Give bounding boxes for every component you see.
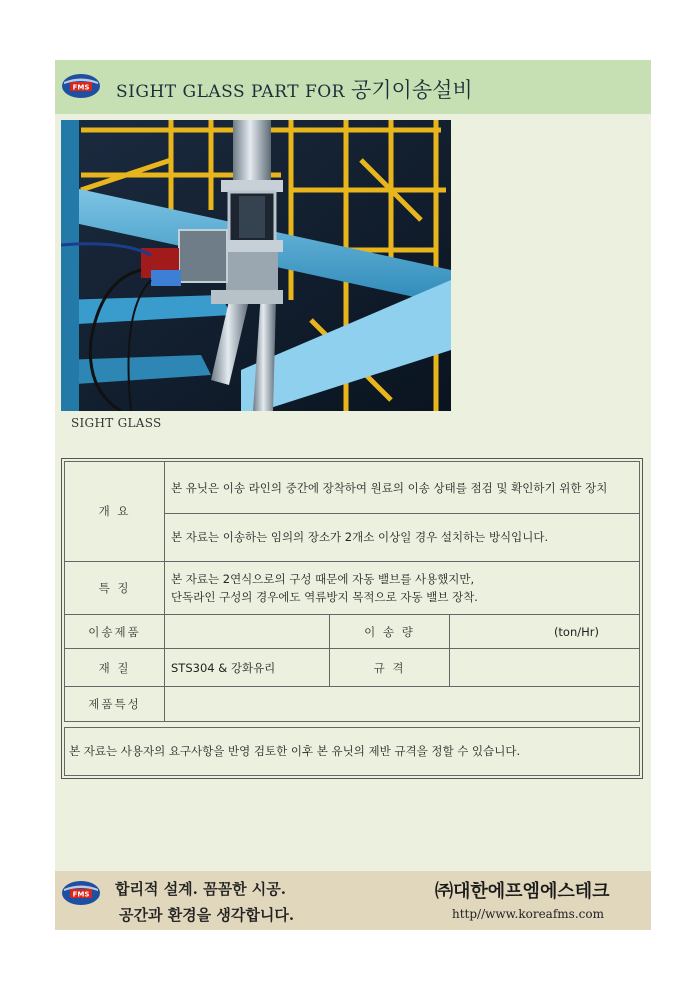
slogan-line-2: 공간과 환경을 생각합니다.	[119, 906, 295, 924]
svg-text:FMS: FMS	[72, 890, 90, 899]
feature-label: 특 징	[65, 561, 165, 614]
page-title	[116, 74, 473, 104]
overview-label: 개 요	[65, 462, 165, 562]
svg-text:FMS: FMS	[72, 83, 90, 92]
fms-logo	[61, 73, 101, 99]
overview-installation-note: 본 자료는 이송하는 임의의 장소가 2개소 이상일 경우 설치하는 방식입니다.	[165, 514, 640, 561]
page-header	[55, 60, 651, 114]
photo-caption: SIGHT GLASS	[71, 416, 162, 430]
page-footer	[55, 871, 651, 930]
product-photo	[61, 120, 451, 411]
product-characteristic-label: 제품특성	[65, 687, 165, 721]
feature-description	[165, 561, 640, 614]
slogan-line-1: 합리적 설계. 꼼꼼한 시공.	[115, 880, 287, 898]
company-name: ㈜대한에프엠에스테크	[435, 881, 610, 902]
size-value	[450, 649, 640, 687]
specification-note: 본 자료는 사용자의 요구사항을 반영 검토한 이후 본 유닛의 제반 규격을 정할 수 있습니다.	[65, 727, 640, 775]
transfer-amount-label: 이 송 량	[330, 614, 450, 648]
product-characteristic-value	[165, 687, 640, 721]
transfer-product-value	[165, 614, 330, 648]
feature-line-2: 단독라인 구성의 경우에도 역류방지 목적으로 자동 밸브 장착.	[171, 589, 478, 604]
company-url[interactable]: http//www.koreafms.com	[452, 907, 604, 921]
title-english: SIGHT GLASS PART FOR	[116, 82, 345, 102]
transfer-product-label: 이송제품	[65, 614, 165, 648]
title-korean: 공기이송설비	[350, 78, 473, 102]
fms-logo	[61, 880, 101, 906]
transfer-amount-unit: (ton/Hr)	[450, 614, 640, 648]
material-label: 재 질	[65, 649, 165, 687]
feature-line-1: 본 자료는 2연식으로의 구성 때문에 자동 밸브를 사용했지만,	[171, 571, 475, 586]
specification-table	[61, 458, 643, 779]
size-label: 규 격	[330, 649, 450, 687]
document-page	[55, 60, 651, 930]
material-value: STS304 & 강화유리	[165, 649, 330, 687]
overview-description: 본 유닛은 이송 라인의 중간에 장착하여 원료의 이송 상태를 점검 및 확인하기 위한 장치	[165, 462, 640, 514]
